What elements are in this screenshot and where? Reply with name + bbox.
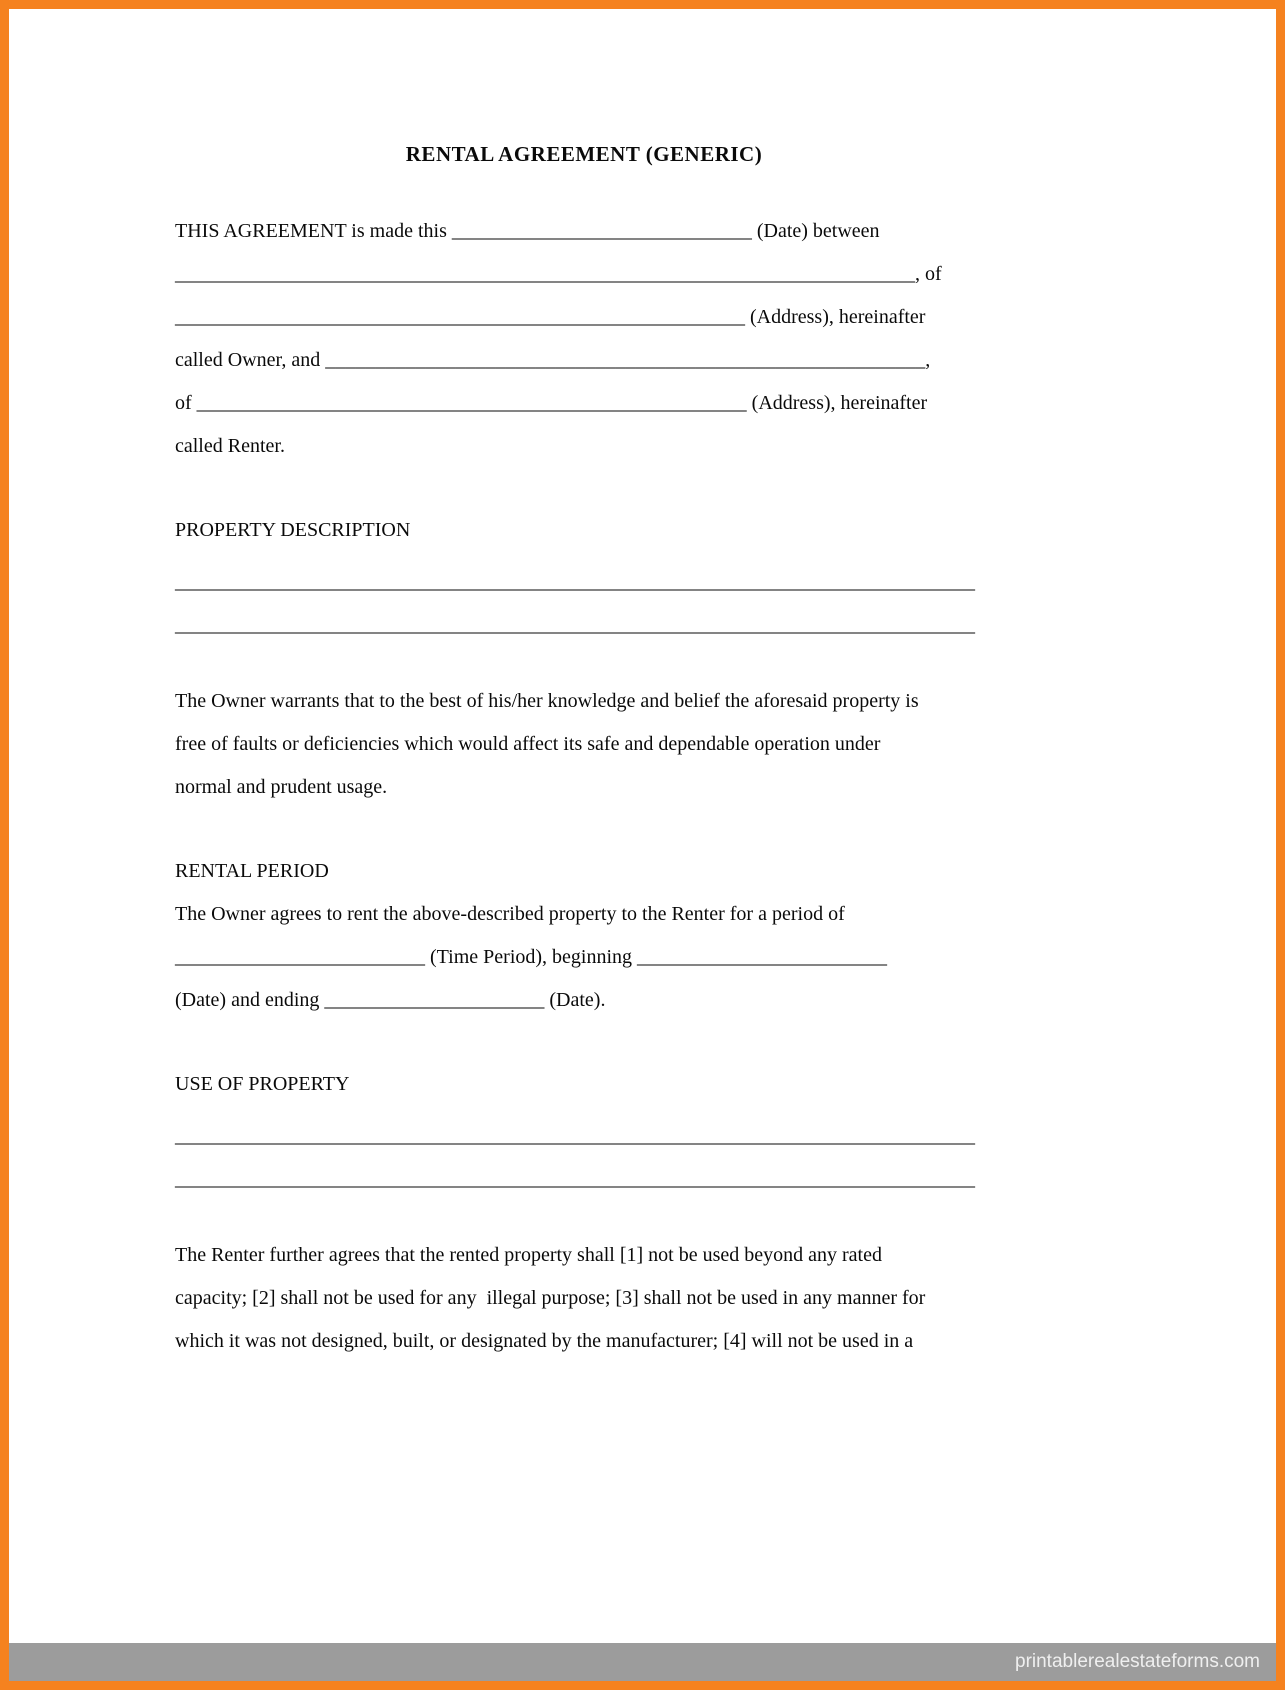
intro-line-5: of _______________________________________________________ (Address), hereinafter	[175, 392, 928, 414]
rental-period-paragraph	[175, 893, 993, 1022]
page-content	[175, 142, 993, 1363]
section-heading-use-of-property: USE OF PROPERTY	[175, 1073, 350, 1095]
intro-line-4: called Owner, and ____________________________________________________________,	[175, 349, 931, 371]
use-of-property-blanks	[175, 1115, 993, 1201]
renter-obligations-line-1: The Renter further agrees that the rented property shall [1] not be used beyond any rated	[175, 1244, 882, 1266]
warranty-line-1: The Owner warrants that to the best of his/her knowledge and belief the aforesaid property is	[175, 690, 919, 712]
section-heading-rental-period: RENTAL PERIOD	[175, 860, 329, 882]
property-description-blank-line-1: ________________________________________________________________________________	[175, 571, 975, 593]
renter-obligations-paragraph	[175, 1234, 993, 1363]
section-heading-property-description: PROPERTY DESCRIPTION	[175, 519, 411, 541]
intro-paragraph	[175, 210, 993, 468]
use-of-property-blank-line-1: ________________________________________________________________________________	[175, 1125, 975, 1147]
renter-obligations-line-3: which it was not designed, built, or designated by the manufacturer; [4] will not be used in a	[175, 1330, 914, 1352]
use-of-property-blank-line-2: ________________________________________________________________________________	[175, 1168, 975, 1190]
page-title: RENTAL AGREEMENT (GENERIC)	[405, 142, 763, 166]
document-page	[9, 9, 1276, 1681]
property-description-blank-line-2: ________________________________________________________________________________	[175, 614, 975, 636]
page-body	[9, 9, 1276, 1643]
renter-obligations-line-2: capacity; [2] shall not be used for any illegal purpose; [3] shall not be used in any manner for	[175, 1287, 926, 1309]
rental-period-line-1: The Owner agrees to rent the above-described property to the Renter for a period of	[175, 903, 845, 925]
warranty-line-2: free of faults or deficiencies which would affect its safe and dependable operation under	[175, 733, 881, 755]
footer-site-label: printablerealestateforms.com	[1015, 1651, 1260, 1672]
property-description-blanks	[175, 561, 993, 647]
rental-period-line-2: _________________________ (Time Period), beginning _________________________	[175, 946, 888, 968]
warranty-paragraph	[175, 680, 993, 809]
rental-period-line-3: (Date) and ending ______________________ (Date).	[175, 989, 606, 1011]
intro-line-6: called Renter.	[175, 435, 285, 457]
warranty-line-3: normal and prudent usage.	[175, 776, 388, 798]
footer-bar	[9, 1643, 1276, 1681]
intro-line-1: THIS AGREEMENT is made this ______________________________ (Date) between	[175, 220, 880, 242]
intro-line-3: _________________________________________________________ (Address), hereinafter	[175, 306, 926, 328]
intro-line-2: __________________________________________________________________________, of	[175, 263, 942, 285]
